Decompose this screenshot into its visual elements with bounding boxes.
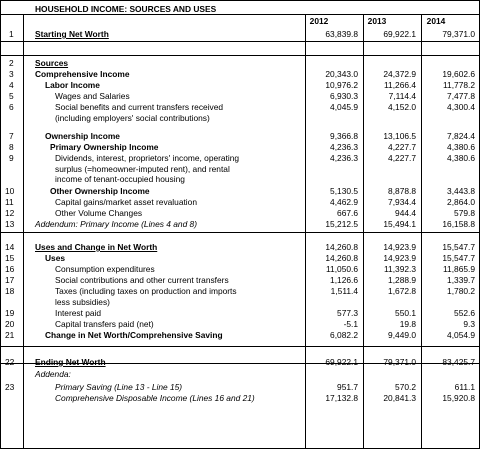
row-value-2013: 19.8: [399, 319, 416, 329]
row-value-2014: 4,380.6: [447, 153, 475, 163]
section-divider-1: [0, 55, 479, 56]
row-value-2013: 8,878.8: [388, 186, 416, 196]
row-value-2013: 13,106.5: [383, 131, 416, 141]
year-header-2013: 2013: [367, 16, 387, 26]
row-value-2012: -5.1: [343, 319, 358, 329]
row-label: Other Ownership Income: [50, 186, 150, 196]
row-label: Change in Net Worth/Comprehensive Saving: [45, 330, 223, 340]
row-value-2014: 4,300.4: [447, 102, 475, 112]
row-value-2013: 14,923.9: [383, 242, 416, 252]
row-value-2014: 11,778.2: [443, 80, 475, 90]
row-number: 7: [9, 131, 14, 141]
row-label: Uses: [45, 253, 66, 263]
row-value-2014: 15,920.8: [442, 393, 475, 403]
row-value-2013: 14,923.9: [383, 253, 416, 263]
row-value-2012: 4,045.9: [330, 102, 358, 112]
col-sep-2014: [421, 14, 422, 448]
row-number: 11: [5, 197, 14, 207]
row-label: Addenda:: [35, 369, 71, 379]
row-label: Wages and Salaries: [55, 91, 130, 101]
row-number: 13: [5, 219, 15, 229]
row-value-2013: 1,672.8: [388, 286, 416, 296]
table-title: HOUSEHOLD INCOME: SOURCES AND USES: [35, 4, 217, 14]
row-number: 6: [9, 102, 14, 112]
row-value-2012: 15,212.5: [325, 219, 358, 229]
row-value-2013: 69,922.1: [383, 29, 416, 39]
row-value-2013: 550.1: [395, 308, 416, 318]
row-value-2014: 4,054.9: [447, 330, 475, 340]
row-label: Social benefits and current transfers received: [55, 102, 224, 112]
row-value-2012: 20,343.0: [325, 69, 358, 79]
row-value-2012: 10,976.2: [325, 80, 358, 90]
row-label: surplus (=homeowner-imputed rent), and rental: [55, 163, 230, 174]
row-label: Other Volume Changes: [55, 208, 143, 218]
row-number: 8: [9, 142, 14, 152]
row-label: Capital gains/market asset revaluation: [55, 197, 197, 207]
table-border-top: [0, 0, 479, 1]
row-value-2014: 79,371.0: [442, 29, 475, 39]
row-value-2012: 951.7: [337, 382, 358, 392]
row-value-2013: 79,371.0: [383, 357, 416, 367]
row-value-2013: 4,152.0: [388, 102, 416, 112]
row-value-2012: 667.6: [337, 208, 358, 218]
row-label: Primary Ownership Income: [50, 142, 159, 152]
row-number: 14: [5, 242, 15, 252]
year-header-2014: 2014: [426, 16, 446, 26]
row-value-2012: 6,930.3: [330, 91, 358, 101]
row-value-2012: 11,050.6: [326, 264, 358, 274]
row-label: Starting Net Worth: [35, 29, 109, 39]
row-label: Interest paid: [55, 308, 102, 318]
row-value-2014: 7,477.8: [447, 91, 475, 101]
row-value-2012: 4,236.3: [330, 153, 358, 163]
row-value-2014: 9.3: [463, 319, 475, 329]
row-label: Addendum: Primary Income (Lines 4 and 8): [35, 219, 197, 229]
row-value-2012: 9,366.8: [330, 131, 358, 141]
row-value-2012: 17,132.8: [325, 393, 358, 403]
year-header-2012: 2012: [309, 16, 329, 26]
row-value-2013: 15,494.1: [383, 219, 416, 229]
row-label: Capital transfers paid (net): [55, 319, 154, 329]
row-label: Sources: [35, 58, 69, 68]
row-label: Labor Income: [45, 80, 100, 90]
section-divider-4: [0, 363, 479, 364]
row-value-2014: 611.1: [454, 382, 475, 392]
row-value-2012: 6,082.2: [330, 330, 358, 340]
row-value-2012: 5,130.5: [330, 186, 358, 196]
row-value-2014: 15,547.7: [442, 253, 475, 263]
row-number: 1: [9, 29, 14, 39]
row-value-2014: 4,380.6: [447, 142, 475, 152]
row-value-2013: 944.4: [395, 208, 416, 218]
row-value-2014: 16,158.8: [442, 219, 475, 229]
row-value-2014: 19,602.6: [442, 69, 475, 79]
row-value-2012: 63,839.8: [325, 29, 358, 39]
row-number: 9: [9, 153, 14, 163]
row-value-2014: 1,780.2: [447, 286, 475, 296]
row-number: 21: [5, 330, 15, 340]
row-label: Comprehensive Disposable Income (Lines 16 and 21): [55, 393, 255, 403]
row-divider: [24, 41, 479, 42]
row-label: Ending Net Worth: [35, 357, 106, 367]
row-value-2013: 7,934.4: [388, 197, 416, 207]
row-value-2013: 4,227.7: [388, 142, 416, 152]
row-value-2014: 3,443.8: [447, 186, 475, 196]
row-value-2013: 11,392.3: [384, 264, 416, 274]
row-value-2012: 14,260.8: [325, 242, 358, 252]
row-label: Consumption expenditures: [55, 264, 155, 274]
row-number: 20: [5, 319, 15, 329]
row-value-2014: 11,865.9: [443, 264, 475, 274]
col-sep-num: [23, 14, 24, 448]
row-value-2013: 4,227.7: [388, 153, 416, 163]
row-number: 2: [9, 58, 14, 68]
row-value-2012: 1,511.4: [330, 286, 358, 296]
row-label: Uses and Change in Net Worth: [35, 242, 158, 252]
row-value-2014: 552.6: [454, 308, 475, 318]
row-number: 12: [5, 208, 15, 218]
row-value-2012: 4,236.3: [330, 142, 358, 152]
row-value-2013: 570.2: [395, 382, 416, 392]
row-number: 3: [9, 69, 14, 79]
row-value-2013: 1,288.9: [388, 275, 416, 285]
row-value-2013: 24,372.9: [383, 69, 416, 79]
row-label: Primary Saving (Line 13 - Line 15): [55, 382, 183, 392]
row-number: 16: [5, 264, 15, 274]
row-value-2014: 579.8: [454, 208, 475, 218]
row-value-2014: 1,339.7: [447, 275, 475, 285]
row-label: Comprehensive Income: [35, 69, 130, 79]
row-value-2014: 7,824.4: [447, 131, 475, 141]
header-divider: [0, 14, 479, 15]
row-value-2013: 9,449.0: [388, 330, 416, 340]
row-label: Ownership Income: [45, 131, 120, 141]
col-sep-2012: [305, 14, 306, 448]
row-number: 23: [5, 382, 15, 392]
row-value-2012: 4,462.9: [330, 197, 358, 207]
row-value-2012: 1,126.6: [330, 275, 358, 285]
row-value-2013: 11,266.4: [384, 80, 416, 90]
row-value-2014: 2,864.0: [447, 197, 475, 207]
row-label: (including employers' social contributions): [55, 112, 210, 123]
section-divider-2: [0, 232, 479, 233]
section-divider-3: [0, 346, 479, 347]
table-border-left: [0, 0, 1, 449]
row-number: 17: [5, 275, 15, 285]
row-label: income of tenant-occupied housing: [55, 174, 185, 185]
row-label: Taxes (including taxes on production and imports: [55, 286, 237, 296]
row-number: 19: [5, 308, 15, 318]
row-value-2012: 14,260.8: [325, 253, 358, 263]
row-number: 18: [5, 286, 15, 296]
row-value-2014: 15,547.7: [442, 242, 475, 252]
row-number: 5: [9, 91, 14, 101]
row-number: 10: [5, 186, 15, 196]
row-label: Social contributions and other current transfers: [55, 275, 229, 285]
row-number: 22: [5, 357, 15, 367]
row-number: 15: [5, 253, 15, 263]
row-value-2013: 7,114.4: [388, 91, 416, 101]
row-label: Dividends, interest, proprietors' income, operating: [55, 153, 240, 163]
row-value-2012: 577.3: [337, 308, 358, 318]
row-value-2013: 20,841.3: [383, 393, 416, 403]
row-value-2012: 69,922.1: [325, 357, 358, 367]
row-label: less subsidies): [55, 296, 110, 307]
row-number: 4: [9, 80, 14, 90]
col-sep-2013: [363, 14, 364, 448]
row-value-2014: 83,425.7: [442, 357, 475, 367]
